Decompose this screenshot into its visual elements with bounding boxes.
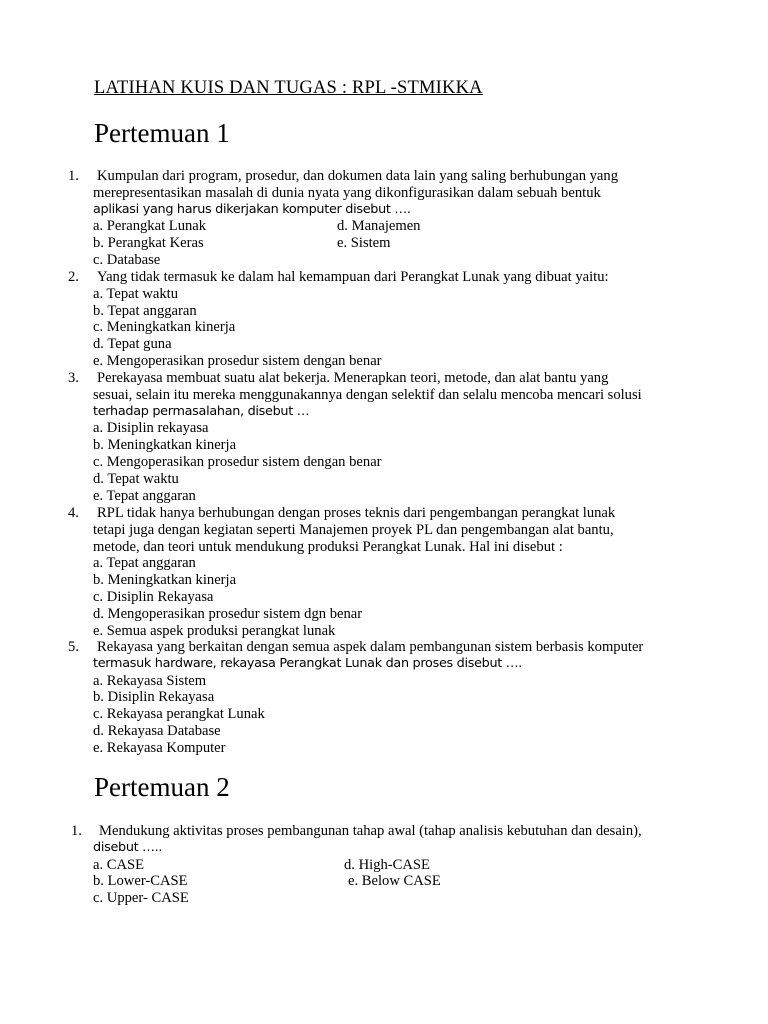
question-1 [0,168,768,269]
option-d: d. Tepat waktu [93,470,179,487]
option-e: e. Below CASE [348,873,441,890]
question-text-line: Yang tidak termasuk ke dalam hal kemampuan dari Perangkat Lunak yang dibuat yaitu: [97,269,609,285]
option-b: b. Perangkat Keras [93,235,204,252]
option-c: c. Disiplin Rekayasa [93,588,214,605]
option-a: a. Perangkat Lunak [93,218,207,235]
option-a: a. CASE [93,856,145,873]
question-4 [0,505,768,639]
option-c: c. Mengoperasikan prosedur sistem dengan benar [93,453,382,470]
option-a: a. Disiplin rekayasa [93,420,209,437]
option-d: d. Tepat guna [93,336,172,353]
question-number: 2. [68,269,79,285]
question-5 [0,639,768,757]
question-number: 3. [68,370,79,386]
option-e: e. Mengoperasikan prosedur sistem dengan benar [93,352,382,369]
option-b: b. Meningkatkan kinerja [93,437,237,454]
option-d: d. Rekayasa Database [93,722,221,739]
option-c: c. Meningkatkan kinerja [93,319,236,336]
question-2-1 [0,823,768,907]
option-d: d. Manajemen [337,218,421,235]
question-text-line: terhadap permasalahan, disebut … [93,403,310,419]
question-number: 1. [68,168,79,184]
question-text-line: tetapi juga dengan kegiatan seperti Manajemen proyek PL dan pengembangan alat bantu, [93,521,614,538]
option-b: b. Lower-CASE [93,873,188,890]
option-e: e. Semua aspek produksi perangkat lunak [93,622,336,639]
question-text-line: Perekayasa membuat suatu alat bekerja. Menerapkan teori, metode, dan alat bantu yang [97,370,609,386]
option-c: c. Database [93,251,161,268]
question-2 [0,269,768,370]
question-text-line: disebut ….. [93,839,163,855]
option-e: e. Rekayasa Komputer [93,739,226,756]
section-heading-pertemuan-1: Pertemuan 1 [94,118,230,148]
option-b: b. Tepat anggaran [93,302,197,319]
question-text-line: merepresentasikan masalah di dunia nyata yang dikonfigurasikan dalam sebuah bentuk [93,184,601,201]
question-text-line: sesuai, selain itu mereka menggunakannya dengan selektif dan selalu mencoba mencari solusi [93,386,642,403]
question-text-line: Rekayasa yang berkaitan dengan semua aspek dalam pembangunan sistem berbasis komputer [97,639,644,655]
question-text-line: aplikasi yang harus dikerjakan komputer disebut …. [93,201,411,217]
question-text-line: termasuk hardware, rekayasa Perangkat Lunak dan proses disebut …. [93,655,523,671]
option-d: d. Mengoperasikan prosedur sistem dgn benar [93,605,363,622]
question-text-line: RPL tidak hanya berhubungan dengan proses teknis dari pengembangan perangkat lunak [97,505,616,521]
option-a: a. Rekayasa Sistem [93,672,207,689]
document-title: LATIHAN KUIS DAN TUGAS : RPL -STMIKKA [94,78,483,98]
option-a: a. Tepat waktu [93,285,179,302]
question-text-line: Kumpulan dari program, prosedur, dan dokumen data lain yang saling berhubungan yang [97,168,619,184]
question-text-line: metode, dan teori untuk mendukung produksi Perangkat Lunak. Hal ini disebut : [93,538,563,555]
option-b: b. Disiplin Rekayasa [93,689,215,706]
option-b: b. Meningkatkan kinerja [93,572,237,589]
option-e: e. Sistem [337,235,391,252]
option-c: c. Upper- CASE [93,890,189,907]
question-number: 1. [71,823,82,839]
option-c: c. Rekayasa perangkat Lunak [93,706,265,723]
option-d: d. High-CASE [344,856,430,873]
option-e: e. Tepat anggaran [93,487,196,504]
question-3 [0,370,768,504]
option-a: a. Tepat anggaran [93,555,196,572]
section-heading-pertemuan-2: Pertemuan 2 [94,772,230,802]
question-number: 5. [68,639,79,655]
question-text-line: Mendukung aktivitas proses pembangunan tahap awal (tahap analisis kebutuhan dan desain), [99,823,642,839]
question-number: 4. [68,505,79,521]
